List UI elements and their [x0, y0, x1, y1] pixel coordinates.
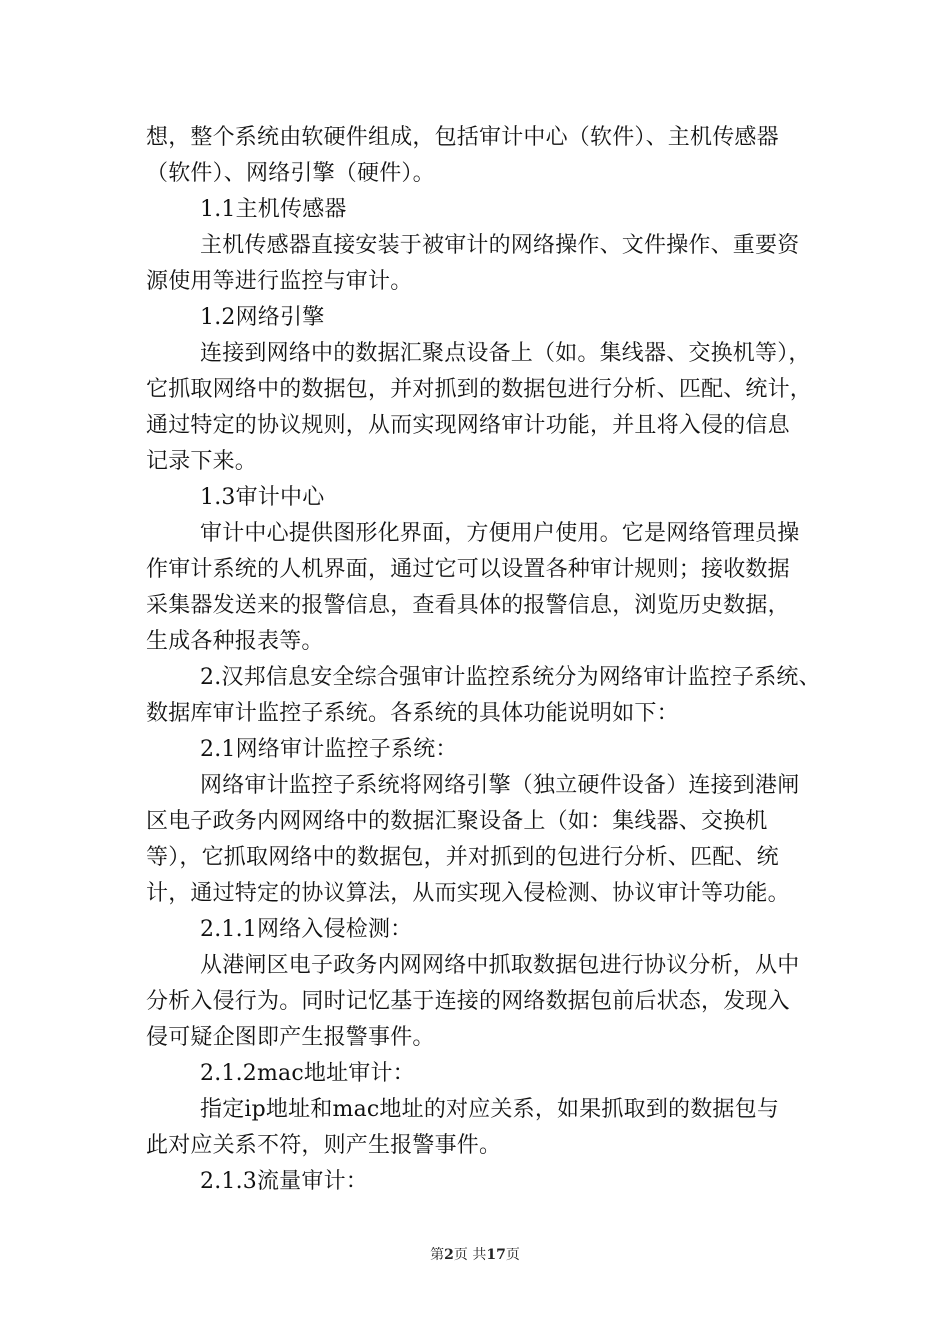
text-line: 区电子政务内网网络中的数据汇聚设备上（如：集线器、交换机	[146, 809, 768, 834]
text-line: 数据库审计监控子系统。各系统的具体功能说明如下：	[146, 701, 679, 726]
footer-page-number: 2	[444, 1247, 454, 1263]
text-line: 采集器发送来的报警信息，查看具体的报警信息，浏览历史数据，	[146, 593, 790, 618]
text-line: 2.1.2mac地址审计：	[200, 1061, 415, 1086]
text-line: 源使用等进行监控与审计。	[146, 269, 413, 294]
text-line: 1.3审计中心	[200, 485, 325, 510]
footer-suffix: 页	[505, 1247, 520, 1263]
text-line: 指定ip地址和mac地址的对应关系，如果抓取到的数据包与	[200, 1097, 780, 1122]
footer-prefix: 第	[430, 1247, 445, 1263]
footer-middle: 页 共	[453, 1247, 487, 1263]
text-line: 网络审计监控子系统将网络引擎（独立硬件设备）连接到港闸	[200, 773, 800, 798]
text-line: 2.汉邦信息安全综合强审计监控系统分为网络审计监控子系统、	[200, 665, 821, 690]
text-line: 想，整个系统由软硬件组成，包括审计中心（软件）、主机传感器	[146, 125, 779, 150]
text-line: 此对应关系不符，则产生报警事件。	[146, 1133, 502, 1158]
text-line: 连接到网络中的数据汇聚点设备上（如。集线器、交换机等），	[200, 341, 811, 366]
footer-total-pages: 17	[486, 1247, 506, 1263]
text-line: 作审计系统的人机界面，通过它可以设置各种审计规则；接收数据	[146, 557, 790, 582]
page-footer	[0, 1244, 950, 1264]
text-line: 2.1网络审计监控子系统：	[200, 737, 458, 762]
text-line: 通过特定的协议规则，从而实现网络审计功能，并且将入侵的信息	[146, 413, 790, 438]
text-line: 从港闸区电子政务内网网络中抓取数据包进行协议分析，从中	[200, 953, 800, 978]
text-line: 侵可疑企图即产生报警事件。	[146, 1025, 435, 1050]
text-line: 等），它抓取网络中的数据包，并对抓到的包进行分析、匹配、统	[146, 845, 779, 870]
text-line: 主机传感器直接安装于被审计的网络操作、文件操作、重要资	[200, 233, 800, 258]
text-line: 它抓取网络中的数据包，并对抓到的数据包进行分析、匹配、统计，	[146, 377, 813, 402]
text-line: （软件）、网络引擎（硬件）。	[146, 161, 435, 186]
text-line: 计，通过特定的协议算法，从而实现入侵检测、协议审计等功能。	[146, 881, 790, 906]
text-line: 1.2网络引擎	[200, 305, 325, 330]
text-line: 记录下来。	[146, 449, 258, 474]
document-body	[146, 120, 821, 1200]
text-line: 分析入侵行为。同时记忆基于连接的网络数据包前后状态，发现入	[146, 989, 790, 1014]
text-line: 2.1.1网络入侵检测：	[200, 917, 413, 942]
text-line: 2.1.3流量审计：	[200, 1169, 368, 1194]
text-line: 生成各种报表等。	[146, 629, 324, 654]
text-line: 1.1主机传感器	[200, 197, 347, 222]
text-line: 审计中心提供图形化界面，方便用户使用。它是网络管理员操	[200, 521, 800, 546]
